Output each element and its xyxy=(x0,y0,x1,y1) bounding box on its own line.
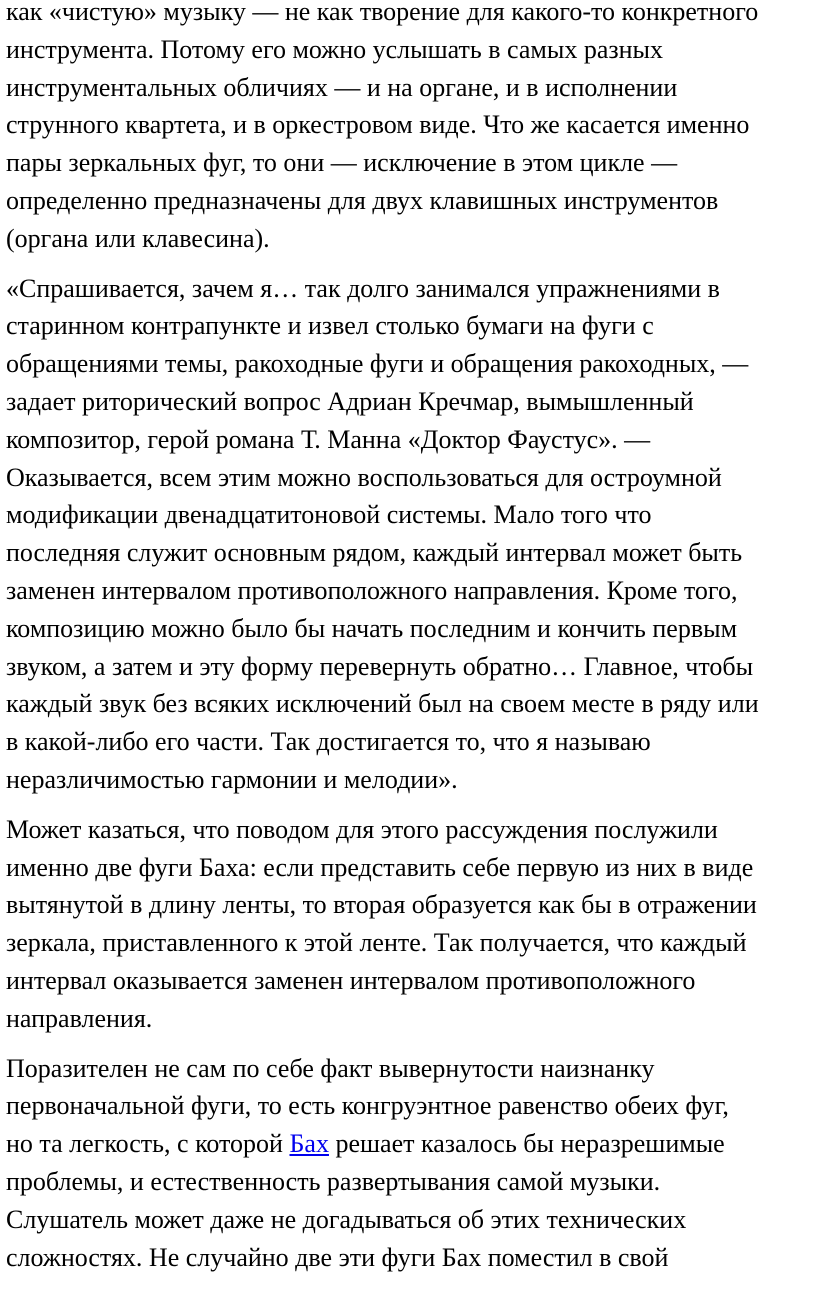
text-line: «Спрашивается, зачем я… так долго занимался упражнениями в xyxy=(6,273,720,303)
text-line: сложностях. Не случайно две эти фуги Бах поместил в свой xyxy=(6,1242,669,1272)
text-line: направления. xyxy=(6,1003,153,1033)
text-line: струнного квартета, и в оркестровом виде. Что же касается именно xyxy=(6,110,750,140)
text-line: интервал оказывается заменен интервалом противоположного xyxy=(6,965,696,995)
text-line: определенно предназначены для двух клавишных инструментов xyxy=(6,185,719,215)
text-line: модификации двенадцатитоновой системы. Мало того что xyxy=(6,500,652,530)
text-line: каждый звук без всяких исключений был на своем месте в ряду или xyxy=(6,689,759,719)
paragraph-3 xyxy=(6,811,810,1038)
text-line: как «чистую» музыку — не как творение для какого-то конкретного xyxy=(6,0,759,26)
text-line: обращениями темы, ракоходные фуги и обращения ракоходных, — xyxy=(6,349,749,379)
text-line: первоначальной фуги, то есть конгруэнтное равенство обеих фуг, xyxy=(6,1091,729,1121)
text-line: последняя служит основным рядом, каждый интервал может быть xyxy=(6,538,743,568)
text-line: задает риторический вопрос Адриан Кречмар, вымышленный xyxy=(6,386,694,416)
text-line: (органа или клавесина). xyxy=(6,223,270,253)
text-line: проблемы, и естественность развертывания самой музыки. xyxy=(6,1166,661,1196)
paragraph-1 xyxy=(6,0,810,258)
text-line: старинном контрапункте и извел столько бумаги на фуги с xyxy=(6,311,654,341)
text-line: неразличимостью гармонии и мелодии». xyxy=(6,764,458,794)
text-line: пары зеркальных фуг, то они — исключение в этом цикле — xyxy=(6,148,678,178)
text-line: Оказывается, всем этим можно воспользоваться для остроумной xyxy=(6,462,722,492)
text-line: заменен интервалом противоположного направления. Кроме того, xyxy=(6,575,738,605)
text-fragment: решает казалось бы неразрешимые xyxy=(328,1129,725,1159)
text-line: Поразителен не сам по себе факт вывернутости наизнанку xyxy=(6,1053,655,1083)
text-line: звуком, а затем и эту форму перевернуть обратно… Главное, чтобы xyxy=(6,651,754,681)
text-line: Слушатель может даже не догадываться об этих технических xyxy=(6,1204,687,1234)
text-line: именно две фуги Баха: если представить себе первую из них в виде xyxy=(6,852,754,882)
text-fragment: но та легкость, с которой xyxy=(6,1129,290,1159)
text-line: инструмента. Потому его можно услышать в самых разных xyxy=(6,34,664,64)
text-line: вытянутой в длину ленты, то вторая образуется как бы в отражении xyxy=(6,890,757,920)
text-line: в какой-либо его части. Так достигается то, что я называю xyxy=(6,727,651,757)
text-line: композицию можно было бы начать последним и кончить первым xyxy=(6,613,738,643)
paragraph-2 xyxy=(6,270,810,799)
text-line: Может казаться, что поводом для этого рассуждения послужили xyxy=(6,814,718,844)
text-line: композитор, герой романа Т. Манна «Доктор Фаустус». — xyxy=(6,424,651,454)
text-line: зеркала, приставленного к этой ленте. Так получается, что каждый xyxy=(6,928,747,958)
text-line-with-link xyxy=(6,1125,810,1163)
bach-link[interactable]: Бах xyxy=(289,1129,329,1159)
text-line: инструментальных обличиях — и на органе, и в исполнении xyxy=(6,72,678,102)
paragraph-4 xyxy=(6,1050,810,1277)
